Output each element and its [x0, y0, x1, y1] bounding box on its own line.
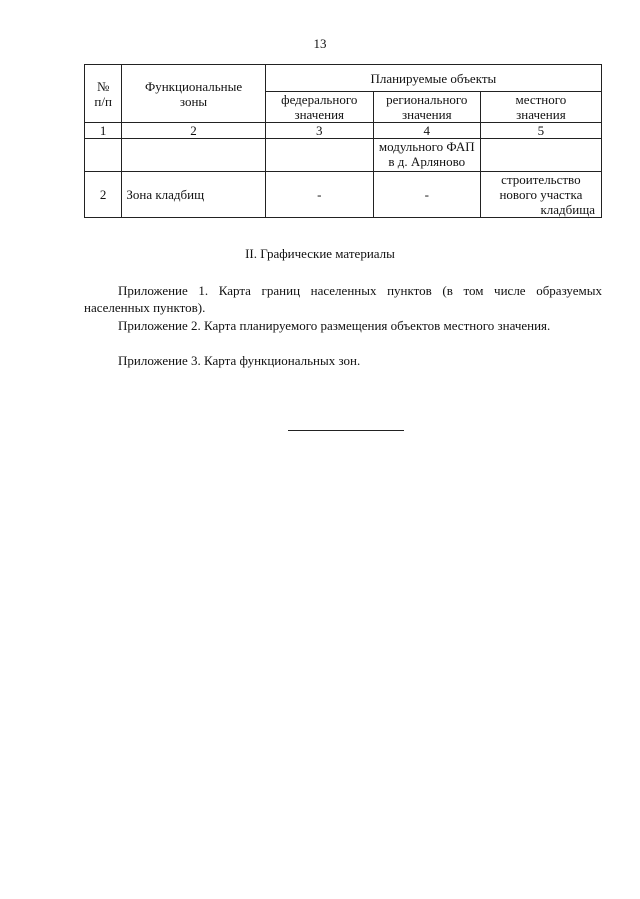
index-cell: 1 [85, 123, 122, 139]
end-rule-divider [288, 430, 404, 431]
row-local [480, 172, 601, 218]
header-federal [265, 92, 373, 123]
header-zones-line-2: зоны [179, 93, 208, 109]
header-local-line-1: местного [515, 92, 567, 107]
header-zones [122, 65, 265, 123]
index-cell: 4 [373, 123, 480, 139]
row-local [480, 139, 601, 172]
row-zone: Зона кладбищ [122, 172, 265, 218]
table-header-row [85, 65, 602, 92]
appendix-paragraph-2: Приложение 2. Карта планируемого размещения объектов местного значения. [118, 318, 551, 333]
row-num: 2 [85, 172, 122, 218]
row-regional: - [373, 172, 480, 218]
header-federal-line-2: значения [294, 107, 345, 122]
row-zone [122, 139, 265, 172]
index-cell: 5 [480, 123, 601, 139]
row-federal [265, 139, 373, 172]
table-row [85, 139, 602, 172]
row-regional [373, 139, 480, 172]
header-planned: Планируемые объекты [265, 65, 601, 92]
index-cell: 2 [122, 123, 265, 139]
section-title: II. Графические материалы [245, 246, 395, 261]
row-local-line-3: кладбища [540, 202, 595, 217]
table-index-row [85, 123, 602, 139]
header-num-line-2: п/п [94, 93, 112, 109]
row-federal: - [265, 172, 373, 218]
appendix-paragraph-3: Приложение 3. Карта функциональных зон. [118, 353, 361, 368]
header-federal-line-1: федерального [281, 92, 358, 107]
header-num [85, 65, 122, 123]
row-regional-line-2: в д. Арляново [388, 154, 466, 169]
header-regional [373, 92, 480, 123]
planned-objects-table [84, 64, 602, 218]
header-regional-line-2: значения [402, 107, 452, 122]
row-local-line-2: нового участка [499, 187, 583, 202]
header-zones-line-1: Функциональные [144, 78, 243, 94]
row-regional-line-1: модульного ФАП [378, 139, 475, 154]
index-cell: 3 [265, 123, 373, 139]
header-num-line-1: № [96, 78, 110, 94]
row-local-line-1: строительство [501, 172, 581, 187]
header-local [480, 92, 601, 123]
header-regional-line-1: регионального [386, 92, 468, 107]
appendix-paragraph-1: Приложение 1. Карта границ населенных пунктов (в том числе образуемых населенных пунктов). [84, 283, 602, 315]
row-num [85, 139, 122, 172]
page-number: 13 [313, 36, 327, 51]
table-row [85, 172, 602, 218]
header-local-line-2: значения [516, 107, 566, 122]
